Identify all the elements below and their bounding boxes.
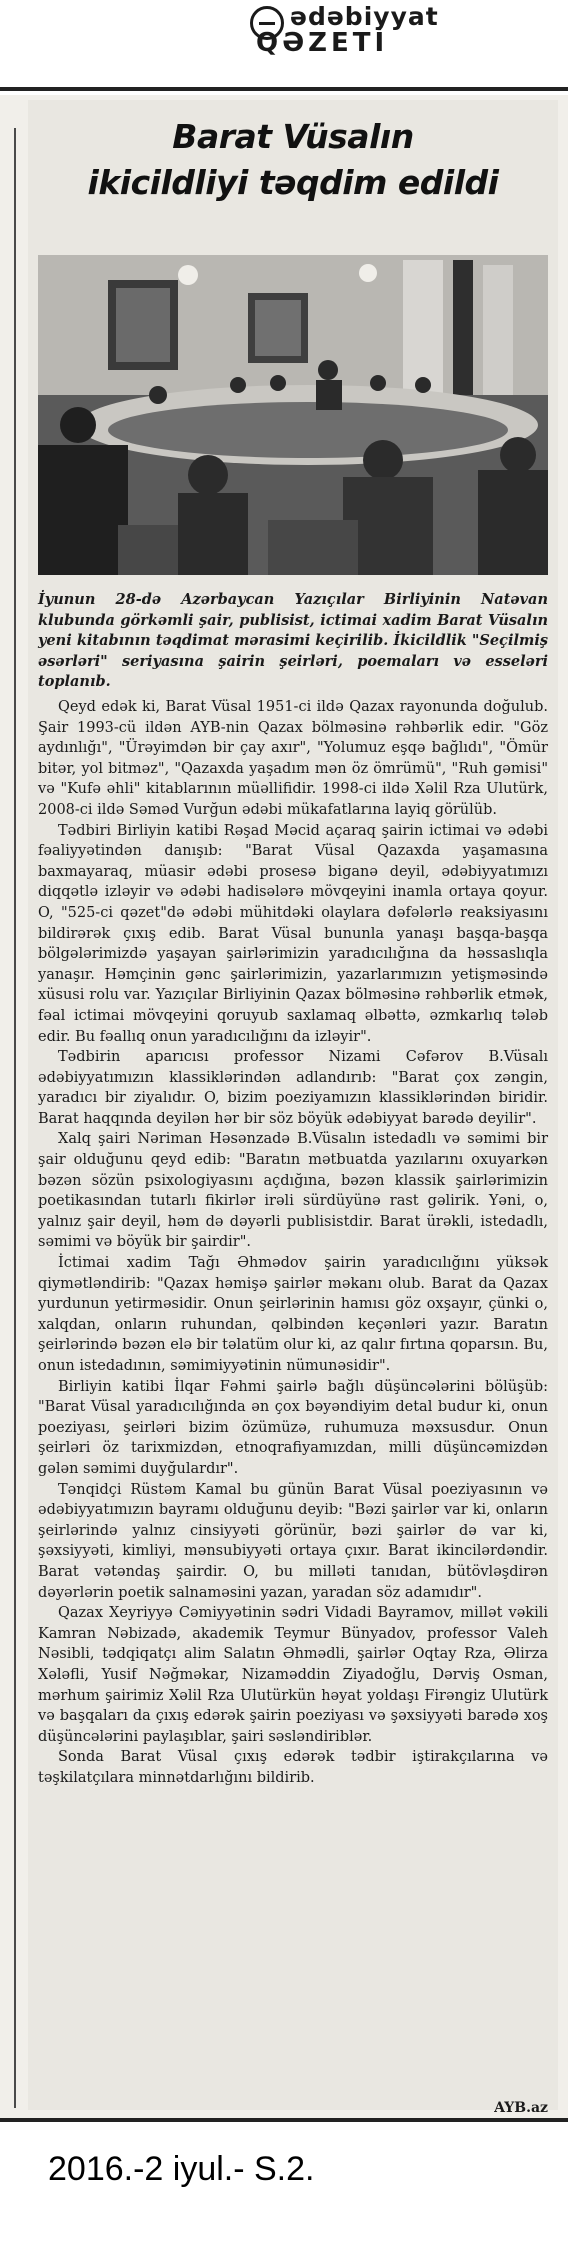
article-source: AYB.az: [494, 2100, 548, 2116]
headline-line-1: Barat Vüsalın: [172, 117, 414, 156]
article-body: [38, 697, 548, 1788]
article-paragraph: Sonda Barat Vüsal çıxış edərək tədbir iştirakçılarına və təşkilatçılara minnətdarlığını bildirib.: [38, 1749, 548, 1786]
article-paragraph: Tədbirin aparıcısı professor Nizami Cəfərov B.Vüsalı ədəbiyyatımızın klassiklərindən adlandırıb: "Barat çox zəngin, yaradıcı bir ziyalıdır. O, bizim poeziyamızın klassiklərindən biridir. Barat haqqında deyilən hər bir söz böyük ədəbiyyat barədə deyilir".: [38, 1049, 548, 1127]
article-paragraph: Tədbiri Birliyin katibi Rəşad Məcid açaraq şairin ictimai və ədəbi fəaliyyətindən danışıb: "Barat Vüsal Qazaxda yaşamasına baxmayaraq, müasir ədəbi prosesə biganə deyil, ədəbiyyatımızı diqqətlə izləyir və ədəbi hadisələrə mövqeyini inamla ortaya qoyur. O, "525-ci qəzet"də ədəbi mühitdəki olaylara dəfələrlə reaksiyasını bildirərək çıxış edib. Barat Vüsal bununla yanaşı başqa-başqa bölgələrimizdə yaşayan şairlərimizin yaradıcılığına da həssaslıqla yanaşır. Həmçinin gənc şairlərimizin, yazarlarımızın yetişməsində xüsusi rolu var. Yazıçılar Birliyinin Qazax bölməsinə rəhbərlik etmək, fəal ictimai mövqeyini qoruyub saxlamaq əlbəttə, əzmkarlıq tələb edir. Bu fəallıq onun yaradıcılığını da izləyir".: [38, 822, 548, 1045]
article-paragraph: İctimai xadim Tağı Əhmədov şairin yaradıcılığını yüksək qiymətləndirib: "Qazax həmişə şairlər məkanı olub. Barat da Qazax yurdunun yetirməsidir. Onun şeirlərinin hamısı göz oxşayır, çünki o, xalqdan, onların ruhundan, qəlbindən keçənləri yazır. Baratın şeirlərində bəzən elə bir təlatüm olur ki, az qalır fırtına qoparsın. Bu, onun istedadının, səmimiyyətinin nümunəsidir".: [38, 1255, 548, 1374]
article-paragraph: Tənqidçi Rüstəm Kamal bu günün Barat Vüsal poeziyasının və ədəbiyyatımızın bayramı olduğunu deyib: "Bəzi şairlər var ki, onların şeirlərində yalnız cinsiyyəti görünür, bəzi şairlər də var ki, şəxsiyyəti, kimliyi, mənsubiyyəti ortaya çıxır. Barat ikincilərdəndir. Barat vətəndaş şairdir. O, bu milləti tanıdan, bütövləşdirən dəyərlərin poetik salnaməsini yazan, yaradan söz adamıdır".: [38, 1481, 548, 1601]
masthead-title-line2: QƏZETİ: [256, 28, 389, 58]
article-paragraph: Birliyin katibi İlqar Fəhmi şairlə bağlı düşüncələrini bölüşüb: "Barat Vüsal yaradıcılığında ən çox bəyəndiyim detal budur ki, onun poeziyası, şeirləri bizim özümüzə, ruhumuza məxsusdur. Onun şeirləri öz tarixmizdən, etnoqrafiyamızdan, milli düşüncəmizdən gələn səmimi duyğulardır".: [38, 1378, 548, 1477]
article-paragraph: Qeyd edək ki, Barat Vüsal 1951-ci ildə Qazax rayonunda doğulub. Şair 1993-cü ildən AYB-nin Qazax bölməsinə rəhbərlik edir. "Göz aydınlığı", "Ürəyimdən bir çay axır", "Yolumuz eşqə bağlıdı", "Ömür bitər, yol bitməz", "Qazaxda yaşadım mən öz ömrümü", "Ruh gəmisi" və "Kufə əhli" kitablarının müəllifidir. 1998-ci ildə Xəlil Rza Ulutürk, 2008-ci ildə Səməd Vurğun ədəbi mükafatlarına layiq görülüb.: [38, 699, 548, 818]
masthead-logo: [250, 2, 490, 58]
column-rule: [14, 128, 16, 2108]
article-headline: [28, 114, 558, 206]
article-paragraph: Xalq şairi Nəriman Həsənzadə B.Vüsalın istedadlı və səmimi bir şair olduğunu qeyd edib: "Baratın mətbuatda yazılarını oxuyarkən bəzən sözün psixologiyasını açdığına, bəzən klassik şairlərimizin poetikasından tutarlı fikirlər irəli sürdüyünə rast gəlirik. Yəni, o, yalnız şair deyil, həm də dəyərli publisistdir. Barat ürəkli, istedadlı, səmimi və böyük bir şairdir".: [38, 1131, 548, 1251]
event-photo-image: [38, 255, 548, 575]
article-intro: İyunun 28-də Azərbaycan Yazıçılar Birliyinin Natəvan klubunda görkəmli şair, publisist, ictimai xadim Barat Vüsalın yeni kitabının təqdimat mərasimi keçirilib. İkicildlik "Seçilmiş əsərləri" seriyasına şairin şeirləri, poemaları və esseləri toplanıb.: [38, 591, 548, 690]
headline-line-2: ikicildliyi təqdim edildi: [87, 163, 499, 202]
article-clipping: [28, 100, 558, 2116]
article-paragraph: Qazax Xeyriyyə Cəmiyyətinin sədri Vidadi Bayramov, millət vəkili Kamran Nəbizadə, akademik Teymur Bünyadov, professor Valeh Nəsibli, tədqiqatçı alim Salatın Əhmədli, şairlər Oqtay Rza, Əlirza Xələfli, Yusif Nəğməkar, Nizaməddin Ziyadoğlu, Dərviş Osman, mərhum şairimiz Xəlil Rza Ulutürkün həyat yoldaşı Firəngiz Ulutürk və başqaları da çıxış edərək şairin poeziyası və şəxsiyyəti barədə xoş düşüncələrini paylaşıblar, şairi səsləndiriblər.: [38, 1605, 548, 1745]
event-photo: [38, 255, 548, 575]
publication-date: 2016.-2 iyul.- S.2.: [48, 2150, 315, 2188]
newspaper-masthead: [0, 0, 568, 95]
masthead-rule: [0, 87, 568, 91]
masthead-title-line1: ədəbiyyat: [290, 2, 439, 31]
